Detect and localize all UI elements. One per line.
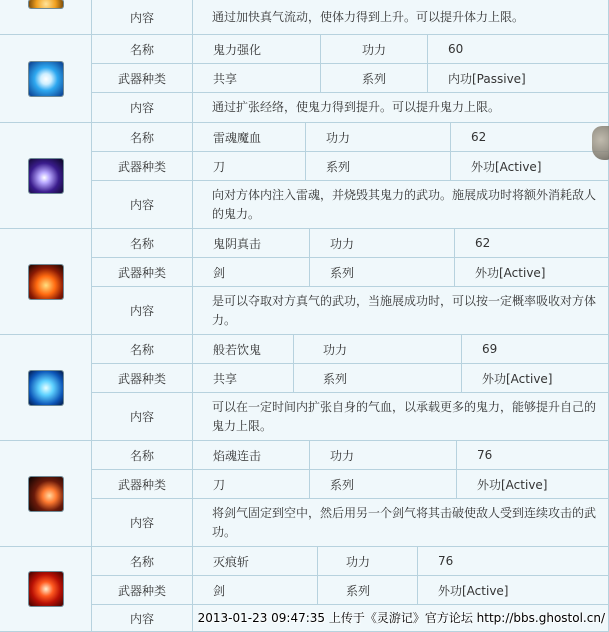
skill-weapon: 共享 — [193, 64, 321, 93]
skill-name: 鬼阴真击 — [193, 229, 310, 258]
skill-type: 外功[Active] — [462, 364, 609, 393]
type-label: 系列 — [321, 64, 428, 93]
power-label: 功力 — [321, 35, 428, 64]
content-label: 内容 — [92, 93, 193, 123]
name-label: 名称 — [92, 335, 193, 364]
skill-content: 向对方体内注入雷魂，并烧毁其鬼力的武功。施展成功时将额外消耗敌人的鬼力。 — [193, 181, 609, 229]
skill-weapon: 刀 — [193, 152, 306, 181]
skill-row — [0, 441, 609, 547]
skill-power: 69 — [462, 335, 609, 364]
content-label: 内容 — [92, 287, 193, 335]
weapon-label: 武器种类 — [92, 470, 193, 499]
content-label: 内容 — [92, 181, 193, 229]
ghost-yin-strike-icon — [29, 265, 63, 299]
stamina-skill-icon — [29, 0, 63, 8]
name-label: 名称 — [92, 35, 193, 64]
skill-icon-cell — [0, 335, 92, 441]
power-label: 功力 — [294, 335, 462, 364]
skill-content: 通过扩张经络，使鬼力得到提升。可以提升鬼力上限。 — [193, 93, 609, 123]
skill-content: 通过加快真气流动，使体力得到上升。可以提升体力上限。 — [193, 0, 609, 35]
content-label: 内容 — [92, 499, 193, 547]
skill-power: 76 — [457, 441, 609, 470]
content-label: 内容 — [92, 0, 193, 35]
skill-name: 般若饮鬼 — [193, 335, 294, 364]
skill-power: 76 — [418, 547, 609, 576]
skill-type: 外功[Active] — [451, 152, 609, 181]
skill-row — [0, 229, 609, 335]
name-label: 名称 — [92, 547, 193, 576]
upload-watermark: 2013-01-23 09:47:35 上传于《灵游记》官方论坛 http://bbs.ghostol.cn/ — [197, 611, 605, 625]
skill-power: 62 — [451, 123, 609, 152]
thunder-soul-skill-icon — [29, 159, 63, 193]
skill-type: 内功[Passive] — [428, 64, 609, 93]
type-label: 系列 — [310, 470, 457, 499]
power-label: 功力 — [318, 547, 418, 576]
ghost-power-skill-icon — [29, 62, 63, 96]
weapon-label: 武器种类 — [92, 64, 193, 93]
skill-partial-row — [0, 0, 609, 35]
ghost-decoration-icon — [592, 126, 609, 160]
weapon-label: 武器种类 — [92, 152, 193, 181]
power-label: 功力 — [306, 123, 451, 152]
extinguish-scar-slash-icon — [29, 572, 63, 606]
type-label: 系列 — [318, 576, 418, 605]
skill-name: 灭痕斩 — [193, 547, 318, 576]
power-label: 功力 — [310, 229, 455, 258]
name-label: 名称 — [92, 229, 193, 258]
weapon-label: 武器种类 — [92, 258, 193, 287]
skill-power: 62 — [455, 229, 609, 258]
name-label: 名称 — [92, 123, 193, 152]
skill-row — [0, 35, 609, 123]
weapon-label: 武器种类 — [92, 364, 193, 393]
skill-type: 外功[Active] — [457, 470, 609, 499]
skill-type: 外功[Active] — [418, 576, 609, 605]
skill-content: 是可以夺取对方真气的武功，当施展成功时，可以按一定概率吸收对方体力。 — [193, 287, 609, 335]
skill-icon-cell — [0, 441, 92, 547]
skill-content: 将剑气固定到空中，然后用另一个剑气将其击破使敌人受到连续攻击的武功。 — [193, 499, 609, 547]
skill-icon-cell — [0, 229, 92, 335]
skill-type: 外功[Active] — [455, 258, 609, 287]
content-label: 内容 — [92, 393, 193, 441]
power-label: 功力 — [310, 441, 457, 470]
type-label: 系列 — [310, 258, 455, 287]
skill-power: 60 — [428, 35, 609, 64]
skill-weapon: 剑 — [193, 258, 310, 287]
skill-weapon: 共享 — [193, 364, 294, 393]
skill-name: 焰魂连击 — [193, 441, 310, 470]
skill-name: 鬼力强化 — [193, 35, 321, 64]
skill-icon-cell — [0, 35, 92, 123]
content-label: 内容 — [92, 605, 193, 632]
skill-weapon: 刀 — [193, 470, 310, 499]
weapon-label: 武器种类 — [92, 576, 193, 605]
prajna-ghost-icon — [29, 371, 63, 405]
skill-icon-cell — [0, 0, 92, 35]
type-label: 系列 — [306, 152, 451, 181]
type-label: 系列 — [294, 364, 462, 393]
skill-icon-cell — [0, 547, 92, 632]
skill-weapon: 剑 — [193, 576, 318, 605]
name-label: 名称 — [92, 441, 193, 470]
skill-name: 雷魂魔血 — [193, 123, 306, 152]
flame-soul-combo-icon — [29, 477, 63, 511]
skill-row — [0, 335, 609, 441]
skill-content: 可以在一定时间内扩张自身的气血，以承载更多的鬼力，能够提升自己的鬼力上限。 — [193, 393, 609, 441]
skill-row — [0, 123, 609, 229]
skill-icon-cell — [0, 123, 92, 229]
